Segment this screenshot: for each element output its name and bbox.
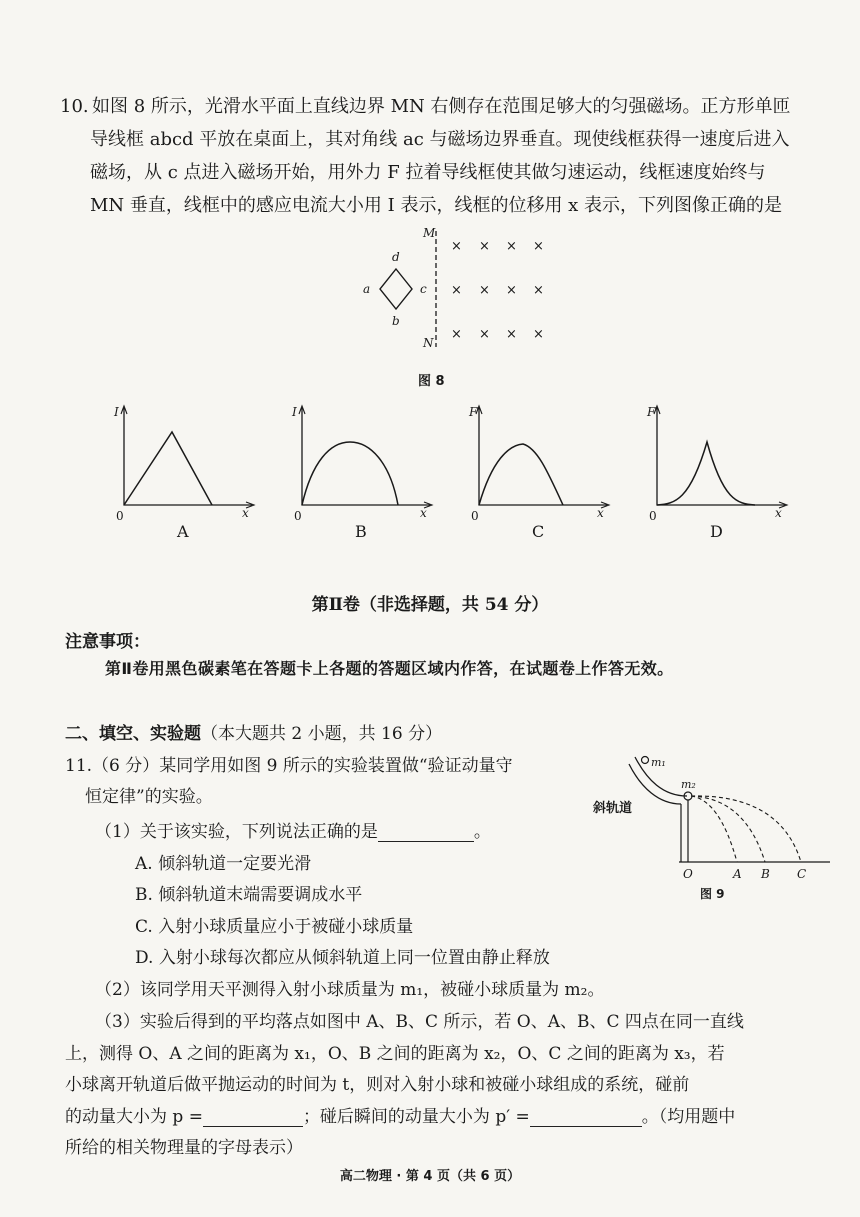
origin-label: 0 (294, 509, 302, 523)
q11-sub-3-line-5: 所给的相关物理量的字母表示） (65, 1138, 303, 1158)
magnetic-field-marks (451, 239, 544, 342)
x-axis-label: x (242, 506, 249, 520)
answer-blank-p-prime[interactable] (530, 1106, 642, 1127)
field-mark: × (533, 283, 544, 298)
trajectory-b (691, 796, 765, 862)
field-mark: × (479, 283, 490, 298)
section-2-title: 第Ⅱ卷（非选择题，共 54 分） (311, 595, 549, 615)
x-axis-label: x (775, 506, 782, 520)
label-a: a (363, 282, 371, 296)
notice-heading: 注意事项： (65, 632, 150, 652)
q10-line-2: 导线框 abcd 平放在桌面上，其对角线 ac 与磁场边界垂直。现使线框获得一速度后进入 (90, 129, 790, 150)
label-d: d (392, 250, 400, 264)
label-c: c (420, 282, 427, 296)
field-mark: × (506, 283, 517, 298)
q10-line-4: MN 垂直，线框中的感应电流大小用 I 表示，线框的位移用 x 表示，下列图像正确的是 (90, 195, 783, 216)
graph-curve (124, 432, 212, 505)
question-11 (65, 751, 513, 813)
q11-sub-3-line-1: （3）实验后得到的平均落点如图中 A、B、C 所示，若 O、A、B、C 四点在同一直线 (95, 1012, 744, 1032)
notice-text: 第Ⅱ卷用黑色碳素笔在答题卡上各题的答题区域内作答，在试题卷上作答无效。 (105, 659, 674, 678)
q11-line-2: 恒定律”的实验。 (85, 787, 213, 807)
label-m: M (423, 226, 436, 240)
q11-line-1: 11.（6 分）某同学用如图 9 所示的实验装置做“验证动量守 (65, 756, 513, 776)
y-axis-label: I (114, 405, 119, 419)
option-a: A. 倾斜轨道一定要光滑 (135, 854, 312, 874)
page-footer: 高二物理 · 第 4 页（共 6 页） (339, 1169, 521, 1184)
graph-curve (302, 442, 398, 505)
q11-sub-1-end: 。 (473, 822, 491, 842)
option-b: B. 倾斜轨道末端需要调成水平 (135, 885, 363, 905)
figure-8-caption: 图 8 (418, 374, 445, 389)
x-axis-label: x (420, 506, 427, 520)
point-o: O (683, 867, 693, 881)
question-number: 10. (60, 96, 89, 117)
part-2-note: （本大题共 2 小题，共 16 分） (201, 724, 443, 744)
field-mark: × (506, 239, 517, 254)
q11-sub-1-text: （1）关于该实验，下列说法正确的是 (95, 822, 378, 842)
q10-line-3: 磁场，从 c 点进入磁场开始，用外力 F 拉着导线框使其做匀速运动，线框速度始终与 (90, 162, 766, 183)
trajectories (691, 796, 801, 862)
field-mark: × (479, 239, 490, 254)
axes (657, 408, 785, 505)
q11-sub-3-line-3: 小球离开轨道后做平抛运动的时间为 t，则对入射小球和被碰小球组成的系统，碰前 (65, 1075, 690, 1095)
graph-curve (657, 442, 755, 505)
figure-9-diagram (585, 752, 830, 902)
label-m1: m₁ (651, 756, 666, 769)
y-axis-label: I (292, 405, 297, 419)
part-2-title: 二、填空、实验题 (65, 724, 201, 744)
figure-8-diagram (360, 225, 560, 355)
answer-blank-1[interactable] (378, 821, 474, 842)
q11-sub-2: （2）该同学用天平测得入射小球质量为 m₁，被碰小球质量为 m₂。 (95, 980, 605, 1000)
option-c: C. 入射小球质量应小于被碰小球质量 (135, 917, 414, 937)
option-d: D. 入射小球每次都应从倾斜轨道上同一位置由静止释放 (135, 948, 550, 968)
field-mark: × (451, 283, 462, 298)
label-m2: m₂ (681, 778, 696, 791)
point-c: C (797, 867, 807, 881)
field-mark: × (506, 327, 517, 342)
field-mark: × (451, 239, 462, 254)
graph-curve (479, 444, 563, 505)
momentum-after-label: ；碰后瞬间的动量大小为 p′ = (302, 1107, 530, 1127)
axes (479, 408, 607, 505)
graph-d (645, 400, 795, 525)
graph-option-d: D (710, 522, 723, 541)
track-label: 斜轨道 (593, 801, 633, 816)
ball-m1 (642, 757, 649, 764)
field-mark: × (479, 327, 490, 342)
answer-blank-p[interactable] (203, 1106, 303, 1127)
q11-sub-1 (95, 817, 491, 842)
q10-line-1: 如图 8 所示，光滑水平面上直线边界 MN 右侧存在范围足够大的匀强磁场。正方形单匝 (92, 96, 791, 117)
figure-9-caption: 图 9 (700, 887, 725, 901)
point-a: A (733, 867, 742, 881)
label-b: b (392, 314, 400, 328)
field-mark: × (533, 327, 544, 342)
graph-option-b: B (355, 522, 367, 541)
field-mark: × (533, 239, 544, 254)
question-10 (60, 90, 820, 222)
field-mark: × (451, 327, 462, 342)
axes (124, 408, 252, 505)
part-2-heading (65, 719, 442, 744)
label-n: N (423, 336, 434, 350)
x-axis-label: x (597, 506, 604, 520)
graph-option-c: C (532, 522, 545, 541)
q11-sub-3-line-2: 上，测得 O、A 之间的距离为 x₁，O、B 之间的距离为 x₂，O、C 之间的距离为 x₃，若 (65, 1044, 725, 1064)
trajectory-c (691, 796, 801, 862)
origin-label: 0 (471, 509, 479, 523)
origin-label: 0 (116, 509, 124, 523)
y-axis-label: F (469, 405, 478, 419)
q11-sub-3-line-4 (65, 1102, 735, 1127)
momentum-before-label: 的动量大小为 p = (65, 1107, 203, 1127)
origin-label: 0 (649, 509, 657, 523)
wire-frame-abcd (380, 269, 412, 309)
point-b: B (761, 867, 770, 881)
graph-b (290, 400, 440, 525)
axes (302, 408, 430, 505)
trajectory-a (691, 796, 737, 862)
graph-a (112, 400, 262, 525)
graph-option-a: A (177, 522, 189, 541)
y-axis-label: F (647, 405, 656, 419)
graph-c (467, 400, 617, 525)
q11-sub-3-end: 。（均用题中 (641, 1107, 736, 1127)
